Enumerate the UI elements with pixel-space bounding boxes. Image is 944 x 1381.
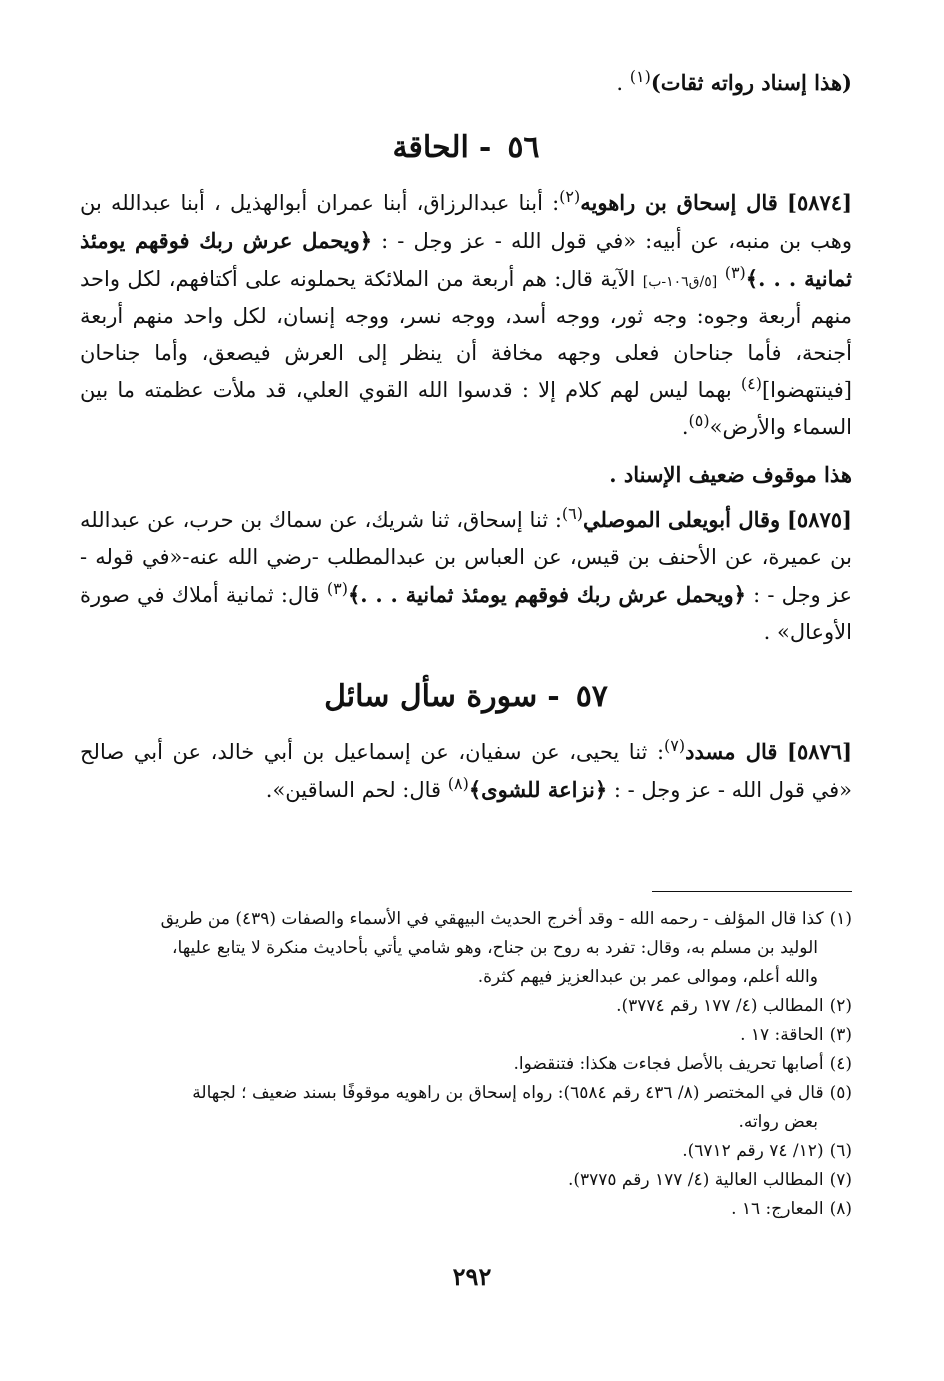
footnote-divider xyxy=(652,891,852,892)
footnote-ref-6[interactable]: (٦) xyxy=(561,504,584,523)
hadith-number: [٥٨٧٤] xyxy=(787,190,852,215)
hadith-narrator: قال إسحاق بن راهويه xyxy=(580,190,778,215)
hadith-text: قال: ثمانية أملاك في صورة الأوعال» . xyxy=(80,583,852,644)
footnote-number: (٨) xyxy=(829,1199,852,1219)
footnote-3 xyxy=(80,1021,852,1050)
footnotes xyxy=(80,905,852,1224)
hadith-narrator: قال مسدد xyxy=(685,739,778,764)
footnote-number: (٣) xyxy=(829,1025,852,1045)
footnote-text: والله أعلم، وموالى عمر بن عبدالعزيز فيهم كثرة. xyxy=(477,967,818,987)
footnote-ref-8[interactable]: (٨) xyxy=(447,774,469,793)
footnote-number: (١) xyxy=(829,909,852,929)
section-number: ٥٧ xyxy=(575,679,608,714)
footnote-number: (٤) xyxy=(829,1054,852,1074)
footnote-text: قال في المختصر (٨/ ٤٣٦ رقم ٦٥٨٤): رواه إسحاق بن راهويه موقوفًا بسند ضعيف ؛ لجهالة xyxy=(192,1083,824,1103)
hadith-text: بهما ليس لهم كلام إلا : قدسوا الله القوي العلي، قد ملأت عظمته ما بين السماء والأرض» xyxy=(80,378,852,439)
footnote-number: (٥) xyxy=(829,1083,852,1103)
footnote-ref-4[interactable]: (٤) xyxy=(740,374,762,393)
footnote-text: الحاقة: ١٧ . xyxy=(740,1025,824,1045)
footnote-ref-3b[interactable]: (٣) xyxy=(326,579,348,598)
footnote-ref-5[interactable]: (٥) xyxy=(688,411,710,430)
footnote-8 xyxy=(80,1195,852,1224)
footnote-ref-7[interactable]: (٧) xyxy=(664,736,686,755)
section-title: الحاقة xyxy=(392,130,469,165)
footnote-text: الوليد بن مسلم به، وقال: تفرد به روح بن جناح، وهو شامي يأتي بأحاديث منكرة لا يتابع عليها، xyxy=(172,938,818,958)
manuscript-marker: [٥/ق١٠٦-ب] xyxy=(642,274,718,290)
footnote-text: المعارج: ١٦ . xyxy=(731,1199,824,1219)
footnote-5 xyxy=(80,1079,852,1137)
footnote-2 xyxy=(80,992,852,1021)
hadith-text: قال: لحم الساقين». xyxy=(265,778,448,802)
hadith-5876 xyxy=(80,733,852,809)
footnote-text: أصابها تحريف بالأصل فجاءت هكذا: فتنقضوا. xyxy=(513,1054,824,1074)
section-number: ٥٦ xyxy=(507,130,540,165)
hadith-number: [٥٨٧٦] xyxy=(787,739,852,764)
section-heading-56 xyxy=(80,126,852,170)
footnote-6 xyxy=(80,1137,852,1166)
hadith-end: . xyxy=(681,415,689,439)
footnote-ref-3[interactable]: (٣) xyxy=(724,263,746,282)
footnote-7 xyxy=(80,1166,852,1195)
section-heading-57 xyxy=(80,675,852,719)
hadith-text: : ثنا إسحاق، ثنا شريك، عن سماك بن حرب، عن عبدالله بن عميرة، عن الأحنف بن قيس، عن العباس بن عبدالمطلب -رضي الله عنه-«في قوله - عز وجل - : xyxy=(80,508,853,607)
main-text xyxy=(80,64,852,809)
hadith-grading: هذا موقوف ضعيف الإسناد . xyxy=(609,462,852,487)
hadith-narrator: وقال أبويعلى الموصلي xyxy=(583,507,781,532)
section-dash: - xyxy=(478,130,492,165)
page-number: ٢٩٢ xyxy=(452,1262,492,1291)
footnote-ref-2[interactable]: (٢) xyxy=(559,187,581,206)
intro-statement: (هذا إسناد رواته ثقات) xyxy=(650,70,852,95)
footnote-text: بعض رواته. xyxy=(738,1112,818,1132)
footnote-text: المطالب العالية (٤/ ١٧٧ رقم ٣٧٧٥). xyxy=(567,1170,824,1190)
footnote-text: المطالب (٤/ ١٧٧ رقم ٣٧٧٤). xyxy=(616,996,824,1016)
hadith-text: الآية قال: هم أربعة من الملائكة يحملونه على أكتافهم، لكل واحد منهم أربعة وجوه: وجه ثور، ووجه أسد، ووجه نسر، ووجه إنسان، لكل واحد منهم أربعة أجنحة، فأما جناحان فعلى وجهه مخافة أن ينظر إلى العرش فيصعق، وأما جناحان [فينتهضوا] xyxy=(80,267,852,402)
footnote-4 xyxy=(80,1050,852,1079)
quran-verse: ﴿ويحمل عرش ربك فوقهم يومئذ ثمانية . . .﴾ xyxy=(347,582,746,607)
footnote-text: (١٢/ ٧٤ رقم ٦٧١٢). xyxy=(682,1141,824,1161)
hadith-5874 xyxy=(80,184,852,446)
hadith-text: : ثنا يحيى، عن سفيان، عن إسماعيل بن أبي خالد، عن أبي صالح «في قول الله - عز وجل - : xyxy=(80,740,852,802)
hadith-number: [٥٨٧٥] xyxy=(786,507,852,532)
quran-verse: ﴿نزاعة للشوى﴾ xyxy=(468,777,608,802)
hadith-text: : أبنا عبدالرزاق، أبنا عمران أبوالهذيل ، أبنا عبدالله بن وهب بن منبه، عن أبيه: «في قول الله - عز وجل - : xyxy=(80,191,852,253)
section-dash: - xyxy=(547,679,560,714)
footnote-number: (٢) xyxy=(829,996,852,1016)
intro-end: . xyxy=(616,71,624,95)
footnote-text: كذا قال المؤلف - رحمه الله - وقد أخرج الحديث البيهقي في الأسماء والصفات (٤٣٩) من طريق xyxy=(160,909,824,929)
footnote-number: (٧) xyxy=(829,1170,852,1190)
footnote-1 xyxy=(80,905,852,992)
intro-line xyxy=(80,64,852,102)
hadith-5875 xyxy=(80,501,852,651)
footnote-ref-1[interactable]: (١) xyxy=(629,67,651,86)
quran-verse: ﴿ويحمل عرش ربك فوقهم يومئذ ثمانية . . .﴾ xyxy=(80,228,853,291)
section-title: سورة سأل سائل xyxy=(324,679,538,714)
footnote-number: (٦) xyxy=(829,1141,852,1161)
